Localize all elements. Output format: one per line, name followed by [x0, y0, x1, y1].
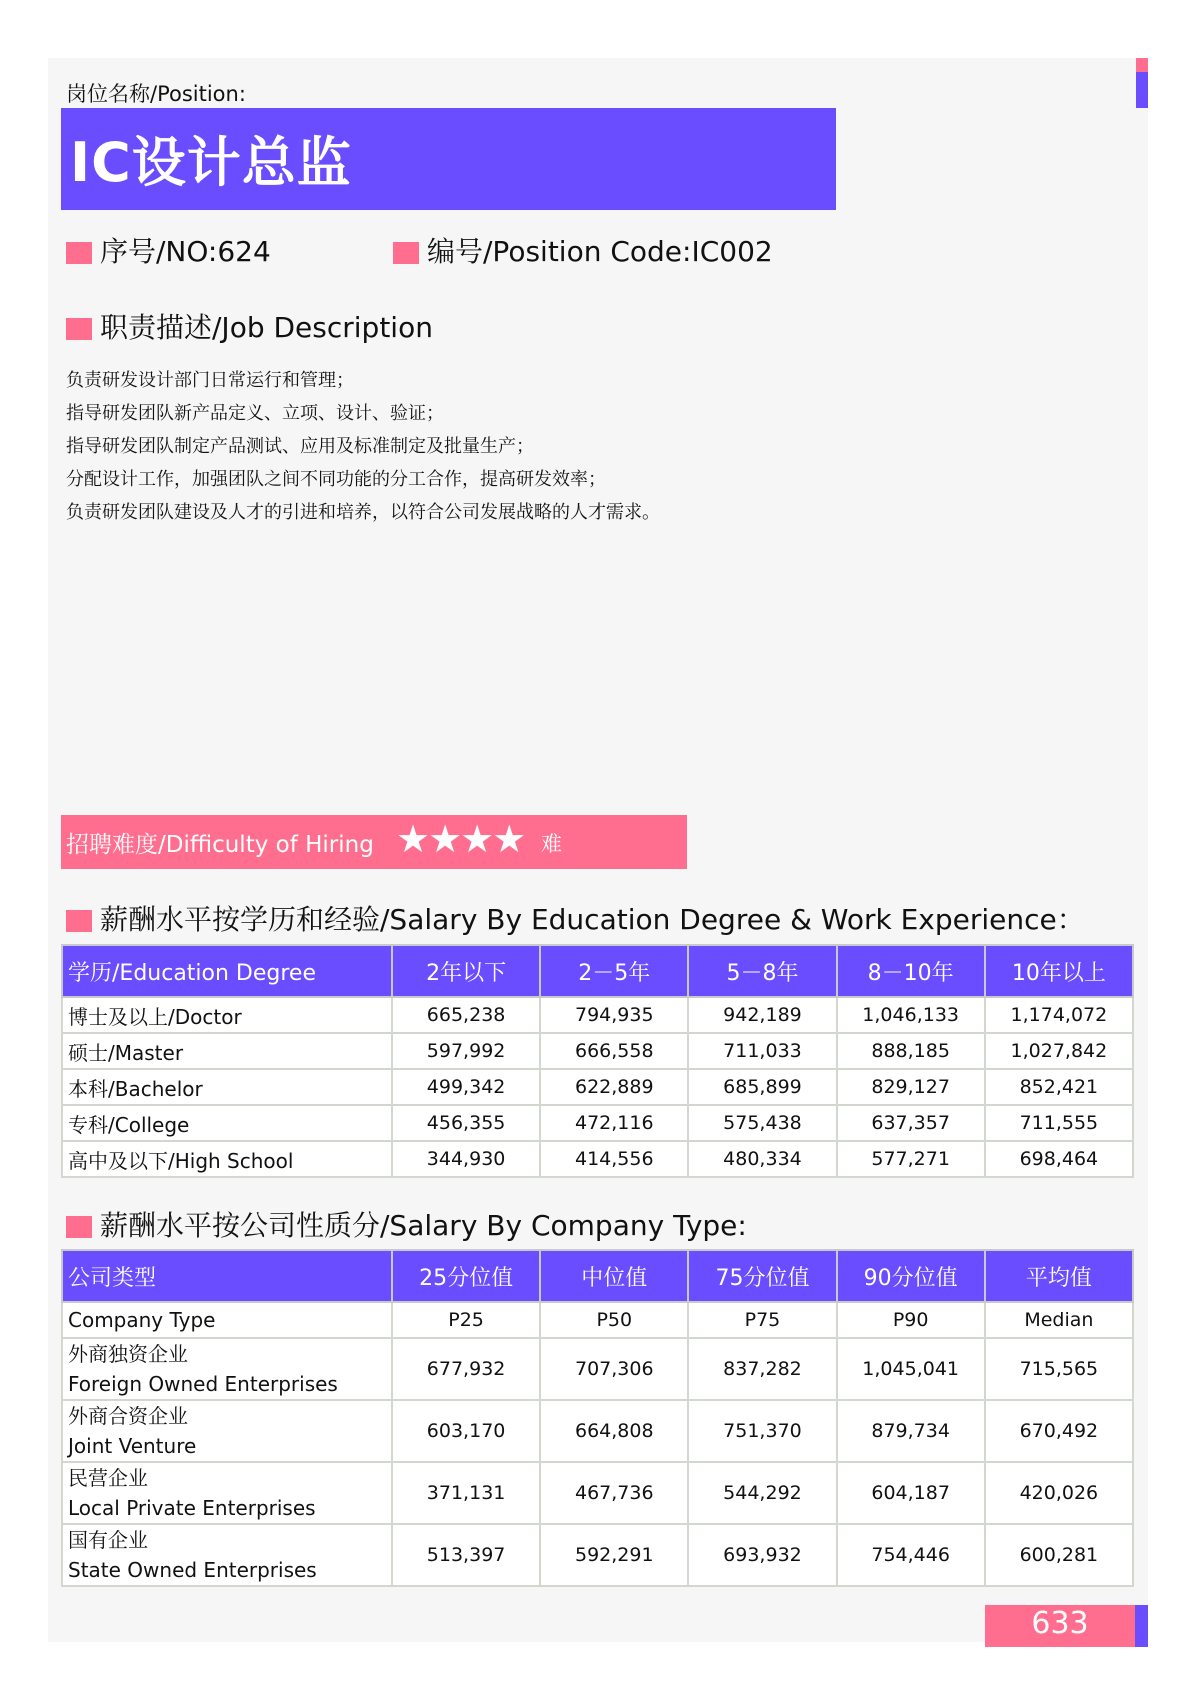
- table-cell: 420,026: [985, 1462, 1133, 1524]
- list-item: 负责研发设计部门日常运行和管理；: [66, 370, 354, 391]
- column-header: 10年以上: [985, 945, 1133, 997]
- table-cell: 603,170: [392, 1400, 540, 1462]
- table-cell: 622,889: [540, 1069, 688, 1105]
- table-cell: 499,342: [392, 1069, 540, 1105]
- table-cell: 577,271: [837, 1141, 985, 1177]
- column-header: 8－10年: [837, 945, 985, 997]
- table-cell: 698,464: [985, 1141, 1133, 1177]
- position-label: 岗位名称/Position:: [66, 82, 246, 106]
- table-cell: 677,932: [392, 1338, 540, 1400]
- table-cell: 754,446: [837, 1524, 985, 1586]
- table-cell: 575,438: [688, 1105, 836, 1141]
- company-type-cn: 外商独资企业: [68, 1342, 188, 1366]
- table-cell: 829,127: [837, 1069, 985, 1105]
- bullet-square-icon: [66, 910, 92, 932]
- company-type-cn: 民营企业: [68, 1466, 148, 1490]
- table-cell: 344,930: [392, 1141, 540, 1177]
- page-number-accent: [1135, 1605, 1148, 1647]
- table-cell: 711,033: [688, 1033, 836, 1069]
- table-cell: 480,334: [688, 1141, 836, 1177]
- position-code: [393, 230, 773, 270]
- list-item: 指导研发团队制定产品测试、应用及标准制定及批量生产；: [66, 436, 534, 457]
- table-cell: 414,556: [540, 1141, 688, 1177]
- table-cell: 专科/College: [62, 1105, 392, 1141]
- position-code-text: 编号/Position Code:IC002: [427, 235, 773, 268]
- star-rating-icon: ★★★★: [396, 817, 525, 861]
- table-cell: 1,027,842: [985, 1033, 1133, 1069]
- serial-number-text: 序号/NO:624: [100, 235, 271, 268]
- table-cell: 693,932: [688, 1524, 836, 1586]
- page-title: IC设计总监: [70, 131, 352, 194]
- table-cell: 1,174,072: [985, 997, 1133, 1033]
- salary-education-heading-text: 薪酬水平按学历和经验/Salary By Education Degree & Work Experience：: [100, 903, 1085, 936]
- table-cell: 751,370: [688, 1400, 836, 1462]
- table-subheader-row: [62, 1302, 1133, 1338]
- list-item: 负责研发团队建设及人才的引进和培养，以符合公司发展战略的人才需求。: [66, 502, 660, 523]
- salary-company-table: [61, 1249, 1134, 1587]
- table-cell: P25: [392, 1302, 540, 1338]
- page-number: 633: [1031, 1606, 1089, 1641]
- table-row: [62, 1069, 1133, 1105]
- column-header: 平均值: [985, 1250, 1133, 1302]
- table-cell: 513,397: [392, 1524, 540, 1586]
- column-header: 90分位值: [837, 1250, 985, 1302]
- column-header: 2－5年: [540, 945, 688, 997]
- list-item: 分配设计工作，加强团队之间不同功能的分工合作，提高研发效率；: [66, 469, 606, 490]
- table-row: [62, 1462, 1133, 1524]
- table-row: [62, 1400, 1133, 1462]
- list-item: 指导研发团队新产品定义、立项、设计、验证；: [66, 403, 444, 424]
- table-cell: 665,238: [392, 997, 540, 1033]
- column-header: 公司类型: [62, 1250, 392, 1302]
- salary-education-table: [61, 944, 1134, 1178]
- bullet-square-icon: [66, 1216, 92, 1238]
- table-cell: [62, 1524, 392, 1586]
- hiring-difficulty-label: 招聘难度/Difficulty of Hiring: [66, 832, 374, 858]
- bullet-square-icon: [66, 242, 92, 264]
- company-type-en: State Owned Enterprises: [68, 1558, 317, 1582]
- table-row: [62, 1524, 1133, 1586]
- table-cell: 高中及以下/High School: [62, 1141, 392, 1177]
- job-description-list: [66, 364, 660, 529]
- table-cell: 371,131: [392, 1462, 540, 1524]
- column-header: 学历/Education Degree: [62, 945, 392, 997]
- table-row: [62, 1338, 1133, 1400]
- table-cell: 本科/Bachelor: [62, 1069, 392, 1105]
- table-cell: 707,306: [540, 1338, 688, 1400]
- table-cell: 544,292: [688, 1462, 836, 1524]
- job-description-heading: [66, 306, 433, 346]
- table-cell: 794,935: [540, 997, 688, 1033]
- table-cell: P75: [688, 1302, 836, 1338]
- table-cell: 600,281: [985, 1524, 1133, 1586]
- table-cell: 592,291: [540, 1524, 688, 1586]
- table-cell: 637,357: [837, 1105, 985, 1141]
- table-cell: 715,565: [985, 1338, 1133, 1400]
- table-cell: 1,045,041: [837, 1338, 985, 1400]
- table-cell: 664,808: [540, 1400, 688, 1462]
- salary-company-heading-text: 薪酬水平按公司性质分/Salary By Company Type:: [100, 1209, 747, 1242]
- serial-number: [66, 230, 271, 270]
- table-cell: [62, 1400, 392, 1462]
- table-cell: 852,421: [985, 1069, 1133, 1105]
- corner-decoration-purple: [1136, 72, 1148, 108]
- table-cell: 670,492: [985, 1400, 1133, 1462]
- hiring-difficulty-level: 难: [541, 832, 562, 856]
- salary-education-heading: [66, 898, 1085, 938]
- table-cell: 博士及以上/Doctor: [62, 997, 392, 1033]
- column-header: 2年以下: [392, 945, 540, 997]
- salary-company-heading: [66, 1204, 747, 1244]
- table-cell: 888,185: [837, 1033, 985, 1069]
- table-cell: 879,734: [837, 1400, 985, 1462]
- bullet-square-icon: [393, 242, 419, 264]
- table-cell: [62, 1338, 392, 1400]
- table-row: [62, 1033, 1133, 1069]
- table-cell: 666,558: [540, 1033, 688, 1069]
- table-row: [62, 997, 1133, 1033]
- table-cell: 685,899: [688, 1069, 836, 1105]
- table-row: [62, 1141, 1133, 1177]
- table-cell: Median: [985, 1302, 1133, 1338]
- table-cell: P90: [837, 1302, 985, 1338]
- company-type-en: Foreign Owned Enterprises: [68, 1372, 338, 1396]
- company-type-cn: 外商合资企业: [68, 1404, 188, 1428]
- table-cell: 456,355: [392, 1105, 540, 1141]
- corner-decoration-pink: [1136, 58, 1148, 72]
- table-cell: 711,555: [985, 1105, 1133, 1141]
- table-header-row: [62, 1250, 1133, 1302]
- table-cell: 1,046,133: [837, 997, 985, 1033]
- table-cell: 硕士/Master: [62, 1033, 392, 1069]
- company-type-en: Joint Venture: [68, 1434, 197, 1458]
- company-type-en: Local Private Enterprises: [68, 1496, 316, 1520]
- table-row: [62, 1105, 1133, 1141]
- table-header-row: [62, 945, 1133, 997]
- column-header: 5－8年: [688, 945, 836, 997]
- table-cell: Company Type: [62, 1302, 392, 1338]
- table-cell: [62, 1462, 392, 1524]
- table-cell: 467,736: [540, 1462, 688, 1524]
- table-cell: 472,116: [540, 1105, 688, 1141]
- column-header: 中位值: [540, 1250, 688, 1302]
- table-cell: 597,992: [392, 1033, 540, 1069]
- column-header: 25分位值: [392, 1250, 540, 1302]
- company-type-cn: 国有企业: [68, 1528, 148, 1552]
- bullet-square-icon: [66, 318, 92, 340]
- table-cell: 942,189: [688, 997, 836, 1033]
- table-cell: 837,282: [688, 1338, 836, 1400]
- job-description-heading-text: 职责描述/Job Description: [100, 311, 433, 344]
- column-header: 75分位值: [688, 1250, 836, 1302]
- table-cell: P50: [540, 1302, 688, 1338]
- table-cell: 604,187: [837, 1462, 985, 1524]
